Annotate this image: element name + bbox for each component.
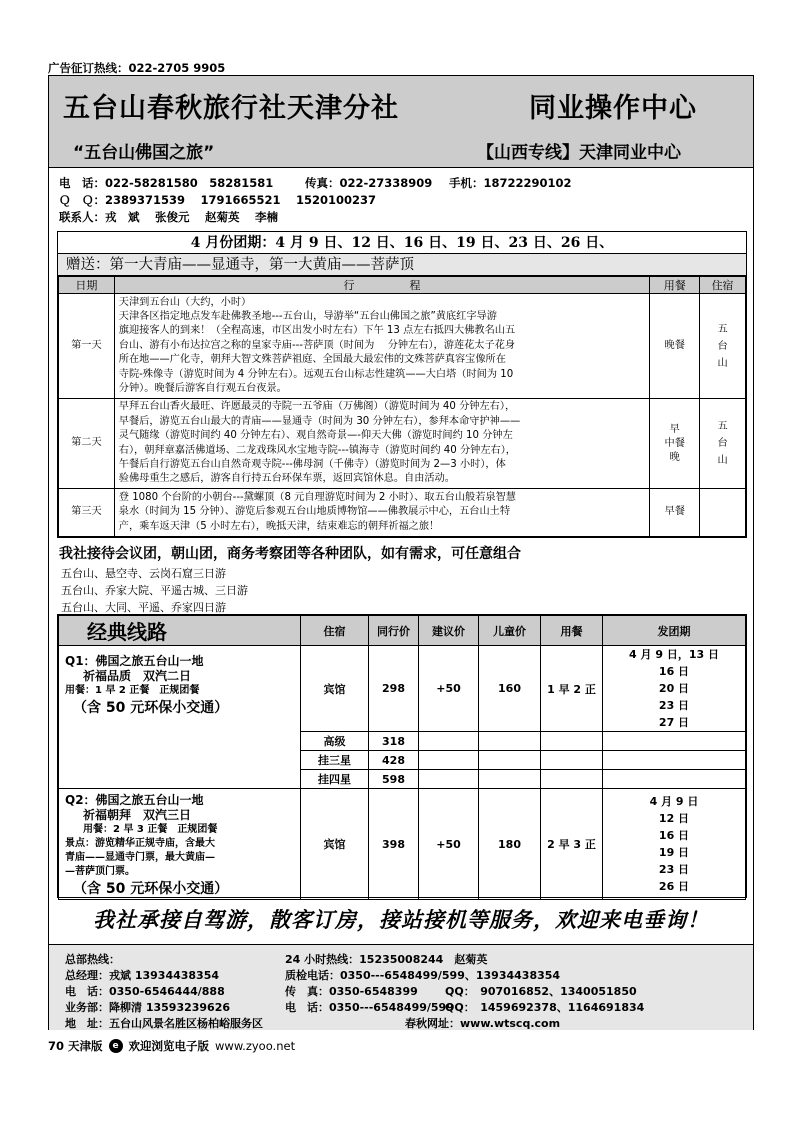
list-item: 五台山、乔家大院、平遥古城、三日游 [61, 584, 248, 597]
header-meals: 用餐 [541, 616, 603, 646]
date-item: 20 日 [658, 682, 690, 695]
upgrade-price: 598 [369, 770, 419, 789]
desc-line: 旗迎接客人的到来！（全程高速，市区出发小时左右）下午 13 点左右抵四大佛教名山五 [118, 325, 516, 337]
hotel-cell [700, 489, 746, 537]
general-manager: 总经理：戎斌 13934438354 [65, 969, 220, 982]
gift-line: 赠送：第一大青庙——显通寺，第一大黄庙——菩萨顶 [58, 254, 746, 276]
header-suggested-price: 建议价 [419, 616, 479, 646]
route-q2-sights: —菩萨顶门票。 [65, 866, 135, 877]
route-q2-transport: （含 50 元环保小交通） [73, 881, 229, 897]
route-q2-title: Q2：佛国之旅五台山一地 [65, 793, 204, 807]
q1-peer-price: 298 [369, 646, 419, 732]
list-item: 五台山、悬空寺、云岗石窟三日游 [61, 567, 226, 580]
website: 春秋网址：www.wtscq.com [405, 1017, 561, 1030]
route-q1-subtitle: 祈福品质 双汽二日 [83, 669, 192, 683]
quality-phone: 质检电话：0350---6548499/599、13934438354 [285, 969, 561, 982]
q1-child-price: 160 [479, 646, 541, 732]
meal-cell: 早 中餐 晚 [650, 399, 700, 489]
desc-line: 早拜五台山香火最旺、许愿最灵的寺院一五爷庙（万佛阁）（游览时间为 40 分钟左右）， [118, 401, 516, 413]
header-stay: 住宿 [301, 616, 369, 646]
table-row [59, 399, 746, 489]
route-q2-meals: 用餐：2 早 3 正餐 正规团餐 [83, 824, 218, 835]
phone-numbers: 电 话：022-58281580 58281581 [59, 176, 274, 190]
itinerary-box [57, 231, 747, 538]
date-item: 4 月 9 日，13 日 [629, 648, 719, 661]
desc-line: 早餐后，游览五台山最大的青庙——显通寺（时间为 30 分钟左右），参拜本命守护神—— [118, 415, 521, 427]
line-label: 【山西专线】天津同业中心 [477, 143, 681, 163]
upgrade-stay: 挂三星 [301, 751, 369, 770]
route-q1 [59, 646, 301, 789]
fax-number: 传真：022-27338909 [305, 176, 433, 190]
header-hotel: 住宿 [700, 277, 746, 294]
route-q1-transport: （含 50 元环保小交通） [73, 700, 229, 716]
mobile-number: 手机：18722290102 [449, 176, 572, 190]
q1-meals: 1 早 2 正 [541, 646, 603, 732]
route-q1-title: Q1：佛国之旅五台山一地 [65, 654, 204, 668]
q1-suggested-price: +50 [419, 646, 479, 732]
upgrade-stay: 高级 [301, 732, 369, 751]
q1-dates [603, 646, 746, 732]
combo-list [61, 565, 248, 616]
desc-line: 所在地——广化寺，朝拜大智文殊菩萨祖庭、全国最大最宏伟的文殊菩萨真容宝像所在 [118, 354, 506, 366]
day-label: 第三天 [59, 489, 115, 537]
date-item: 23 日 [658, 863, 690, 876]
day-label: 第二天 [59, 399, 115, 489]
desc-line: 右），朝拜章嘉活佛道场、二龙戏珠风水宝地寺院---镇海寺（游览时间约 40 分钟左右）， [118, 444, 516, 456]
day-description [114, 294, 650, 399]
service-slogan: 我社承接自驾游，散客订房，接站接机等服务，欢迎来电垂询！ [93, 908, 709, 932]
itinerary-header-row [59, 277, 746, 294]
hotel-name: 五台山 [717, 421, 728, 466]
ad-hotline: 广告征订热线：022-2705 9905 [48, 61, 226, 75]
office-fax: 传 真：0350-6548399 [285, 985, 418, 998]
day-description [114, 489, 650, 537]
q2-dates [603, 789, 746, 900]
upgrade-price: 428 [369, 751, 419, 770]
page-footer [48, 1038, 295, 1054]
contact-persons: 联系人：戎 斌 张俊元 赵菊英 李楠 [59, 210, 279, 224]
route-q1-meals: 用餐：1 早 2 正餐 正规团餐 [65, 685, 200, 696]
day-description [114, 399, 650, 489]
hotline-24h: 24 小时热线：15235008244 赵菊英 [285, 953, 488, 966]
upgrade-stay: 挂四星 [301, 770, 369, 789]
list-item: 五台山、大同、平遥、乔家四日游 [61, 601, 226, 614]
q2-child-price: 180 [479, 789, 541, 900]
q2-peer-price: 398 [369, 789, 419, 900]
desc-line: 分钟）。晚餐后游客自行观五台夜景。 [118, 383, 287, 395]
reception-note: 我社接待会议团，朝山团，商务考察团等各种团队，如有需求，可任意组合 [59, 546, 521, 562]
desc-line: 天津各区指定地点发车赴佛教圣地---五台山，导游举“五台山佛国之旅”黄底红字导游 [118, 310, 497, 322]
footer-contacts [49, 944, 753, 1030]
meal-cell: 晚餐 [650, 294, 700, 399]
desc-line: 寺院-殊像寺（游览时间为 4 分钟左右）。远观五台山标志性建筑——大白塔（时间为 10 [118, 368, 514, 380]
office-phone: 电 话：0350-6546444/888 [65, 985, 225, 998]
upgrade-price: 318 [369, 732, 419, 751]
table-row [59, 489, 746, 537]
desc-line: 台山、游有小布达拉宫之称的皇家寺庙---菩萨顶（时间为 分钟左右），游莲花太子花身 [118, 339, 516, 351]
date-item: 16 日 [658, 829, 690, 842]
q2-stay: 宾馆 [301, 789, 369, 900]
table-row [59, 294, 746, 399]
routes-table [58, 615, 746, 900]
e-edition-icon: e [109, 1039, 123, 1053]
q1-stay: 宾馆 [301, 646, 369, 732]
date-item: 16 日 [658, 665, 690, 678]
business-dept: 业务部：降柳清 13593239626 [65, 1001, 231, 1014]
hotel-name: 五台山 [717, 323, 728, 369]
header-itinerary: 行 程 [114, 277, 650, 294]
date-item: 19 日 [658, 846, 690, 859]
route-q2-subtitle: 祈福朝拜 双汽三日 [83, 808, 192, 822]
desc-line: 天津到五台山（大约，小时） [118, 296, 252, 308]
address: 地 址：五台山风景名胜区杨柏峪服务区 [65, 1017, 263, 1030]
classic-routes [57, 614, 747, 898]
center-title: 同业操作中心 [529, 93, 697, 124]
business-phone: 电 话：0350---6548499/599 [285, 1001, 454, 1014]
tour-slogan: “五台山佛国之旅” [73, 143, 215, 163]
qq-line-2: QQ： 1459692378、1164691834 [445, 1001, 645, 1014]
day-label: 第一天 [59, 294, 115, 399]
desc-line: 登 1080 个台阶的小朝台---黛螺顶（8 元自理游览时间为 2 小时）、取五台山般若泉智慧 [118, 491, 516, 503]
table-row [59, 789, 746, 900]
hotel-cell [700, 399, 746, 489]
desc-line: 灵气随缘（游览时间约 40 分钟左右）、观自然奇景—-仰天大佛（游览时间约 10 分钟左 [118, 430, 513, 442]
routes-header-row [59, 616, 746, 646]
hotel-cell [700, 294, 746, 399]
banner [49, 76, 753, 168]
desc-line: 验佛母重生之感后，游客自行持五台环保车票，返回宾馆休息。自由活动。 [118, 473, 455, 485]
header-meal: 用餐 [650, 277, 700, 294]
date-item: 26 日 [658, 880, 690, 893]
itinerary-table [58, 276, 746, 537]
qq-line-1: QQ： 907016852、1340051850 [445, 985, 637, 998]
qq-numbers: Ｑ Ｑ：2389371539 1791665521 1520100237 [59, 193, 377, 207]
desc-line: 午餐后自行游览五台山自然奇观寺院---佛母洞（千佛寺）（游览时间为 2—3 小时），体 [118, 458, 506, 470]
route-q2 [59, 789, 301, 900]
desc-line: 泉水（时间为 15 分钟）、游览后参观五台山地质博物馆——佛教展示中心，五台山土特 [118, 506, 511, 518]
contact-block [59, 175, 572, 226]
date-item: 27 日 [658, 716, 690, 729]
table-row [59, 646, 746, 732]
agency-title: 五台山春秋旅行社天津分社 [63, 93, 399, 124]
date-item: 12 日 [658, 812, 690, 825]
hq-hotline-label: 总部热线： [65, 953, 120, 966]
header-day: 日期 [59, 277, 115, 294]
group-dates: 4 月份团期：4 月 9 日、12 日、16 日、19 日、23 日、26 日、 [58, 232, 746, 254]
page-number: 70 天津版 [48, 1039, 103, 1053]
e-edition-text: 欢迎浏览电子版 [128, 1039, 210, 1053]
header-child-price: 儿童价 [479, 616, 541, 646]
routes-title: 经典线路 [59, 616, 301, 646]
route-q2-sights: 青庙——显通寺门票，最大黄庙— [65, 852, 215, 863]
advert-page [48, 75, 754, 1030]
q2-meals: 2 早 3 正 [541, 789, 603, 900]
route-q2-sights: 景点：游览精华正规寺庙，含最大 [65, 838, 215, 849]
site-link[interactable]: www.zyoo.net [215, 1039, 296, 1053]
date-item: 4 月 9 日 [649, 795, 699, 808]
header-departure-dates: 发团期 [603, 616, 746, 646]
desc-line: 产，乘车返天津（5 小时左右），晚抵天津，结束难忘的朝拜祈福之旅！ [118, 520, 440, 532]
date-item: 23 日 [658, 699, 690, 712]
meal-cell: 早餐 [650, 489, 700, 537]
header-peer-price: 同行价 [369, 616, 419, 646]
q2-suggested-price: +50 [419, 789, 479, 900]
